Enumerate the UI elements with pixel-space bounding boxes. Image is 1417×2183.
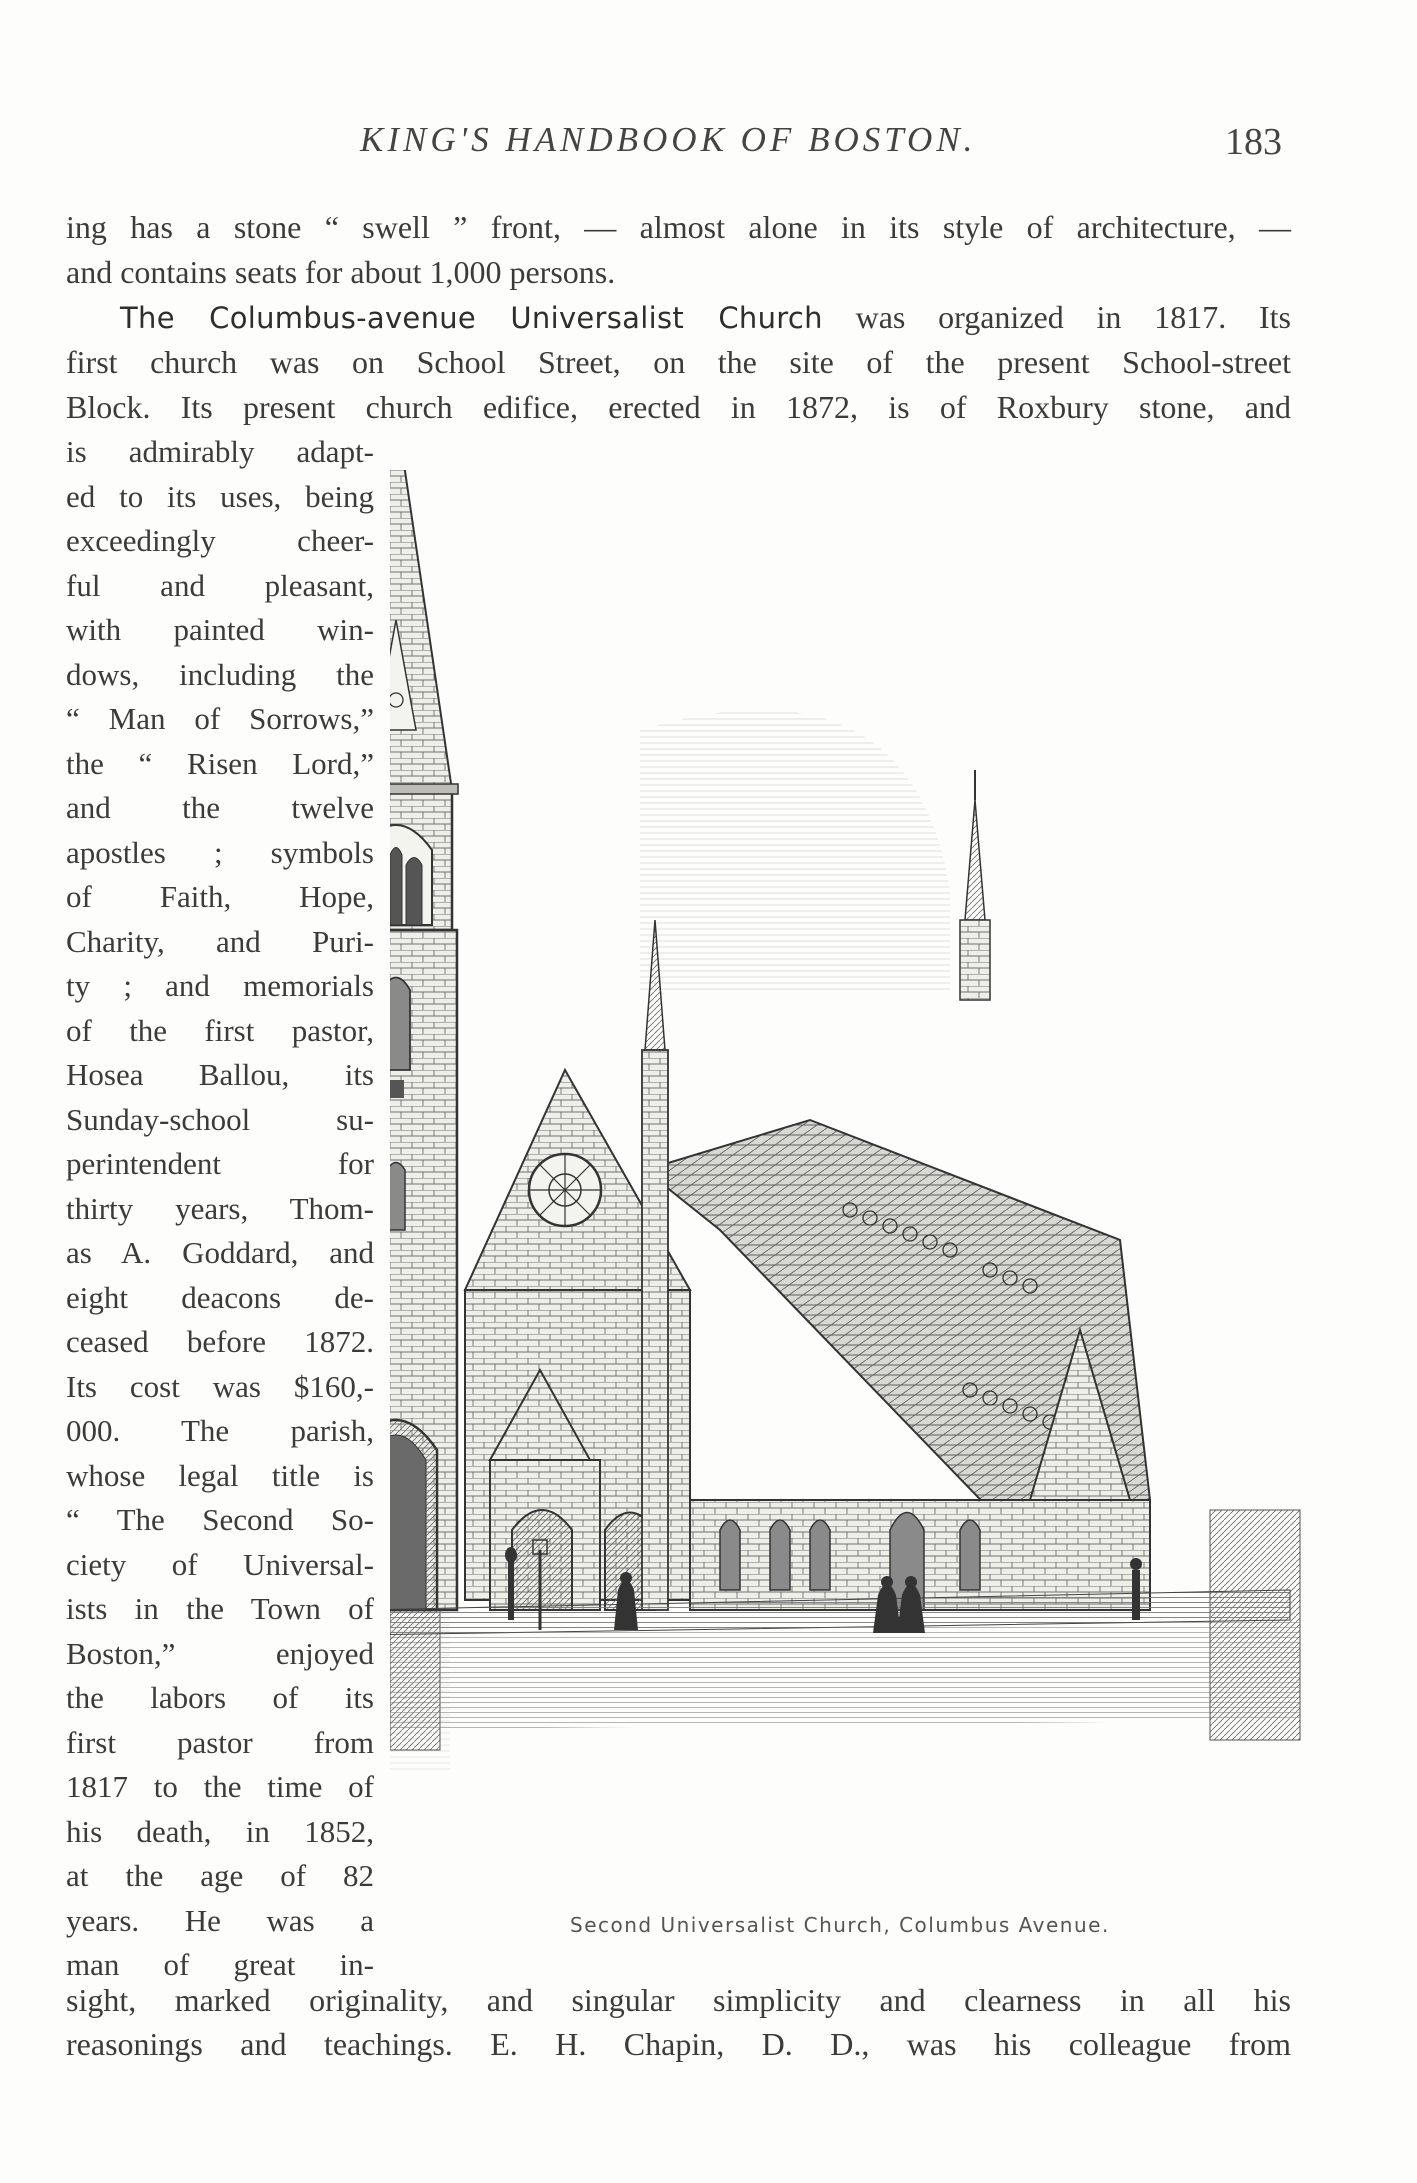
- church-illustration: [390, 470, 1310, 1920]
- narrow-text-line: the labors of its: [66, 1680, 374, 1715]
- narrow-text-line: apostles ; symbols: [66, 834, 374, 870]
- text-line: first church was on School Street, on the site of the present School-street: [66, 344, 1291, 380]
- narrow-text-line: the “ Risen Lord,”: [66, 745, 374, 781]
- narrow-text-line: as A. Goddard, and: [66, 1235, 374, 1270]
- narrow-text-line: exceedingly cheer-: [66, 523, 374, 558]
- paragraph-opening: [66, 295, 1291, 340]
- church-engraving: [390, 470, 1310, 1920]
- narrow-text-line: Boston,” enjoyed: [66, 1635, 374, 1671]
- narrow-text-line: Charity, and Puri-: [66, 923, 374, 959]
- running-title: KING'S HANDBOOK OF BOSTON.: [360, 120, 977, 159]
- text-line: sight, marked originality, and singular simplicity and clearness in all his: [66, 1982, 1291, 2018]
- narrow-text-line: of Faith, Hope,: [66, 879, 374, 914]
- narrow-text-line: ciety of Universal-: [66, 1546, 374, 1582]
- narrow-text-line: ceased before 1872.: [66, 1324, 374, 1359]
- text-line: ing has a stone “ swell ” front, — almost alone in its style of architecture, —: [66, 209, 1291, 245]
- narrow-text-line: “ Man of Sorrows,”: [66, 701, 374, 736]
- narrow-text-line: 000. The parish,: [66, 1413, 374, 1448]
- narrow-text-line: ty ; and memorials: [66, 968, 374, 1003]
- narrow-text-line: “ The Second So-: [66, 1502, 374, 1537]
- narrow-text-line: Its cost was $160,-: [66, 1368, 374, 1404]
- narrow-text-line: dows, including the: [66, 656, 374, 692]
- narrow-text-line: perintendent for: [66, 1146, 374, 1181]
- text-fragment: was organized in 1817. Its: [822, 299, 1291, 335]
- narrow-text-line: with painted win-: [66, 612, 374, 647]
- narrow-text-line: Sunday-school su-: [66, 1101, 374, 1137]
- page-number: 183: [1225, 121, 1282, 163]
- text-line: reasonings and teachings. E. H. Chapin, D. D., was his colleague from: [66, 2026, 1291, 2062]
- narrow-text-line: years. He was a: [66, 1902, 374, 1938]
- narrow-text-line: ed to its uses, being: [66, 478, 374, 514]
- narrow-text-line: man of great in-: [66, 1947, 374, 1982]
- text-line: Block. Its present church edifice, erected in 1872, is of Roxbury stone, and: [66, 389, 1291, 425]
- figure-caption: Second Universalist Church, Columbus Avenue.: [570, 1913, 1110, 1937]
- narrow-text-line: eight deacons de-: [66, 1279, 374, 1315]
- church-name-lead: The Columbus-avenue Universalist Church: [120, 301, 823, 335]
- narrow-text-line: of the first pastor,: [66, 1012, 374, 1048]
- narrow-text-line: and the twelve: [66, 790, 374, 825]
- narrow-text-line: ful and pleasant,: [66, 567, 374, 603]
- text-line: and contains seats for about 1,000 persons.: [66, 254, 616, 290]
- narrow-text-line: whose legal title is: [66, 1457, 374, 1493]
- running-head: [0, 120, 1417, 170]
- narrow-text-line: at the age of 82: [66, 1858, 374, 1893]
- narrow-text-line: ists in the Town of: [66, 1591, 374, 1626]
- narrow-text-line: first pastor from: [66, 1724, 374, 1760]
- narrow-text-line: thirty years, Thom-: [66, 1190, 374, 1226]
- narrow-text-line: is admirably adapt-: [66, 434, 374, 469]
- narrow-text-line: Hosea Ballou, its: [66, 1057, 374, 1092]
- narrow-text-line: his death, in 1852,: [66, 1813, 374, 1849]
- narrow-text-line: 1817 to the time of: [66, 1769, 374, 1804]
